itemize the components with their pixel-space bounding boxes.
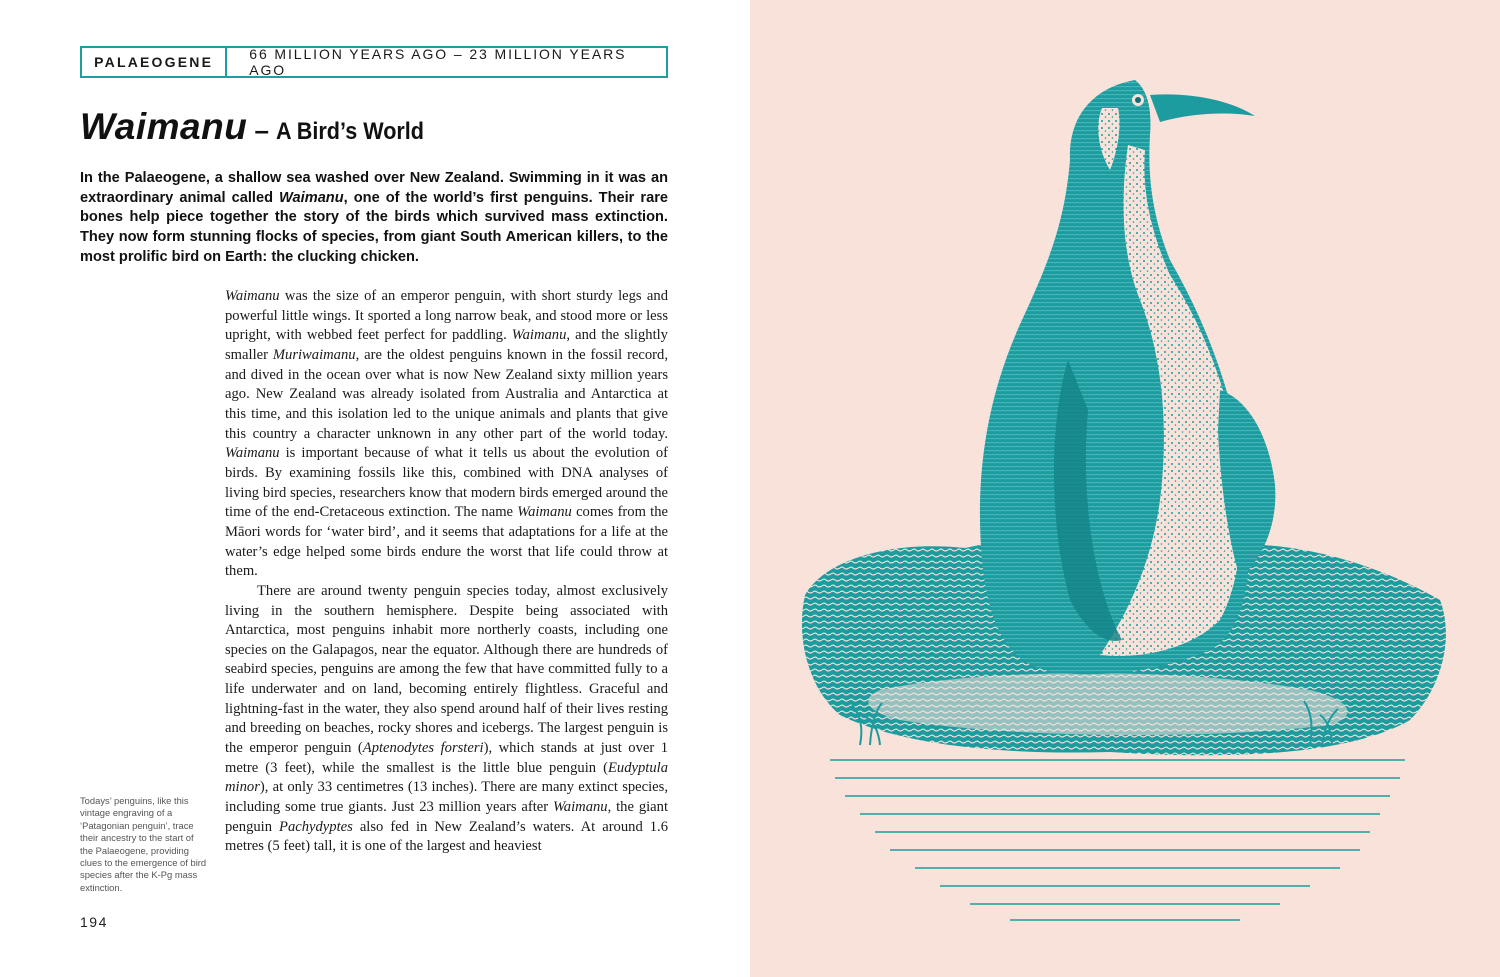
title-genus: Waimanu — [80, 106, 248, 147]
body-text-run: There are around twenty penguin species today, almost exclusively living in the southern hemisphere. Despite being associated with Antarctica, most penguins inhabit more northerly coasts, including one species on the Galapagos, near the equator. Although there are hundreds of seabird species, penguins are among the few that have committed fully to a life underwater and on land, becoming entirely flightless. Graceful and lightning-fast in the water, they also spend around half of their lives resting and breeding on beaches, rocky shores and icebergs. The largest penguin is the emperor penguin ( — [225, 582, 668, 757]
body-text-run: , and the slightly smaller — [225, 327, 668, 363]
intro-genus: Waimanu — [279, 189, 344, 206]
body-text-run: , the giant penguin — [225, 799, 668, 835]
penguin-engraving — [750, 0, 1500, 977]
body-text-run: also fed in New Zealand’s waters. At around 1.6 metres (5 feet) tall, it is one of the largest and heaviest — [225, 818, 669, 855]
body-text — [225, 287, 668, 857]
italic-term: Pachydyptes — [279, 818, 353, 835]
body-text-run: , are the oldest penguins known in the fossil record, and dived in the ocean over what is now New Zealand sixty million years ago. New Zealand was already isolated from Australia and Antarctica at this time, and this isolation led to the unique animals and plants that give this country a character unknown in any other part of the world today. — [225, 346, 668, 442]
era-range: 66 MILLION YEARS AGO – 23 MILLION YEARS AGO — [249, 46, 627, 78]
italic-term: Aptenodytes forsteri — [362, 740, 484, 757]
intro-paragraph — [80, 169, 668, 268]
body-text-run: was the size of an emperor penguin, with short sturdy legs and powerful little wings. It sported a long narrow beak, and stood more or less upright, with webbed feet perfect for paddling. — [225, 288, 668, 344]
penguin-beak — [1150, 94, 1255, 122]
title-subtitle: A Bird’s World — [276, 118, 425, 145]
body-text-run: is important because of what it tells us about the evolution of birds. By examining fossils like this, combined with DNA analyses of living bird species, researchers know that modern birds emerged around the time of the end-Cretaceous extinction. The name — [225, 445, 668, 521]
italic-term: Waimanu — [552, 799, 608, 816]
era-banner — [80, 46, 668, 78]
image-caption: Todays’ penguins, like this vintage engraving of a ‘Patagonian penguin’, trace their ancestry to the start of the Palaeogene, providing clues to the emergence of bird species after the K-Pg mass extinction. — [80, 795, 207, 893]
page-title — [80, 106, 441, 148]
body-text-run: ), at only 33 centimetres (13 inches). There are many extinct species, including some true giants. Just 23 million years after — [225, 779, 668, 816]
body-text-run: comes from the Māori words for ‘water bird’, and it seems that adaptations for a life at the water’s edge helped some birds endure the worst that life could throw at them. — [225, 504, 668, 580]
right-page-illustration — [750, 0, 1500, 977]
italic-term: Waimanu — [511, 327, 567, 344]
italic-term: Waimanu — [225, 288, 280, 304]
body-text-run: ), which stands at just over 1 metre (3 feet), while the smallest is the little blue penguin ( — [225, 740, 668, 776]
italic-term: Waimanu — [225, 445, 280, 462]
era-name: PALAEOGENE — [82, 48, 227, 76]
italic-term: Muriwaimanu — [272, 346, 356, 363]
water-lines — [830, 760, 1405, 920]
body-paragraph-2 — [225, 582, 668, 857]
body-paragraph-1 — [225, 287, 668, 582]
page-number: 194 — [80, 914, 108, 930]
italic-term: Eudyptula minor — [225, 759, 668, 796]
intro-text: , one of the world’s first penguins. Their rare bones help piece together the story of the birds which survived mass extinction. They now form stunning flocks of species, from giant South American killers, to the most prolific bird on Earth: the clucking chicken. — [80, 189, 668, 265]
intro-text: In the Palaeogene, a shallow sea washed over New Zealand. Swimming in it was an extraordinary animal called — [80, 170, 668, 206]
italic-term: Waimanu — [517, 504, 572, 521]
title-dash: – — [247, 115, 277, 145]
